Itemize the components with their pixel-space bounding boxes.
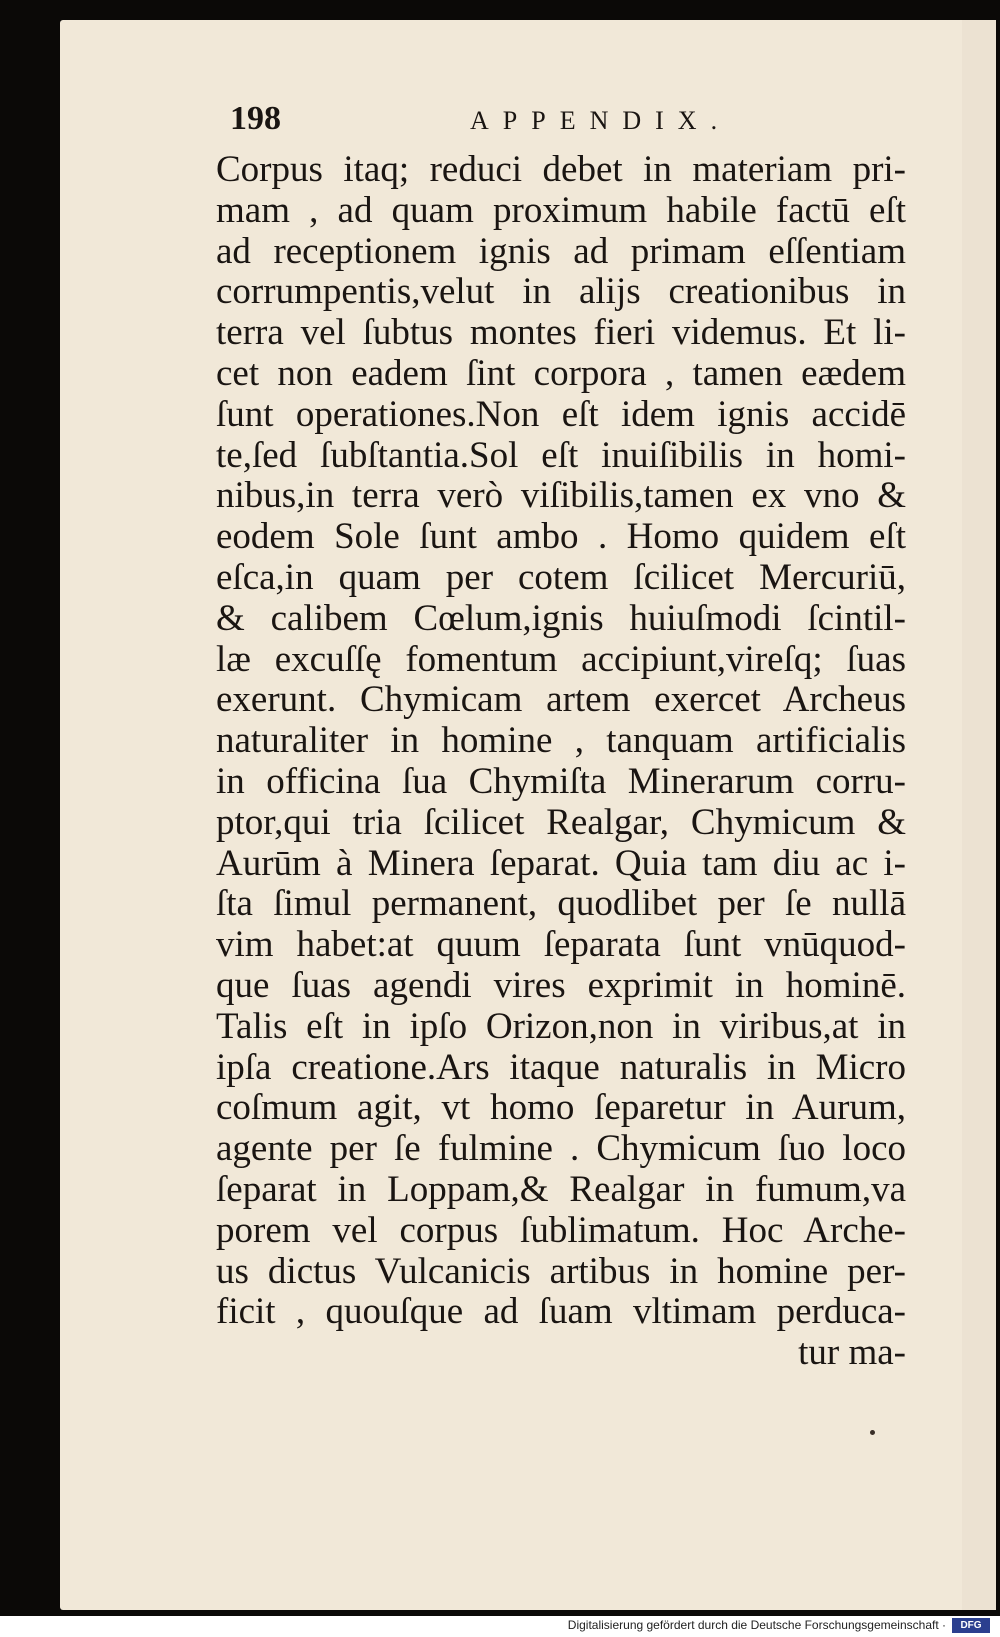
text-line: terra vel ſubtus montes fieri videmus. Et li- xyxy=(216,312,906,354)
text-line: naturaliter in homine , tanquam artificialis xyxy=(216,720,906,762)
page-number: 198 xyxy=(230,100,281,137)
text-line: ptor,qui tria ſcilicet Realgar, Chymicum & xyxy=(216,801,906,843)
text-line: eodem Sole ſunt ambo . Homo quidem eſt xyxy=(216,516,906,558)
text-line: eſca,in quam per cotem ſcilicet Mercuriū, xyxy=(216,556,906,598)
text-line: exerunt. Chymicam artem exercet Archeus xyxy=(216,679,906,721)
text-line: que ſuas agendi vires exprimit in hominē. xyxy=(216,964,906,1006)
text-line: us dictus Vulcanicis artibus in homine per- xyxy=(216,1250,906,1292)
dfg-logo: DFG xyxy=(952,1618,990,1633)
page-edge xyxy=(962,20,996,1610)
text-line: agente per ſe fulmine . Chymicum ſuo loco xyxy=(216,1128,906,1170)
text-line: in officina ſua Chymiſta Minerarum corru- xyxy=(216,760,906,802)
text-line: læ excuſſę fomentum accipiunt,vireſq; ſuas xyxy=(216,638,906,680)
text-line: ſeparat in Loppam,& Realgar in fumum,va xyxy=(216,1168,906,1210)
text-line: & calibem Cœlum,ignis huiuſmodi ſcintil- xyxy=(216,597,906,639)
text-line: ſunt operationes.Non eſt idem ignis accidē xyxy=(216,393,906,435)
text-line: te,ſed ſubſtantia.Sol eſt inuiſibilis in homi- xyxy=(216,434,906,476)
footer-credit: Digitalisierung gefördert durch die Deutsche Forschungsgemeinschaft · xyxy=(567,1618,946,1632)
body-text xyxy=(216,150,906,1374)
footer-bar xyxy=(0,1616,1000,1637)
text-line: porem vel corpus ſublimatum. Hoc Arche- xyxy=(216,1209,906,1251)
text-line: ipſa creatione.Ars itaque naturalis in Micro xyxy=(216,1046,906,1088)
text-line: tur ma- xyxy=(798,1332,906,1374)
text-line: ad receptionem ignis ad primam eſſentiam xyxy=(216,230,906,272)
running-head xyxy=(230,100,920,140)
ink-dot xyxy=(870,1430,875,1435)
running-title: APPENDIX. xyxy=(470,106,732,135)
text-line: nibus,in terra verò viſibilis,tamen ex vno & xyxy=(216,475,906,517)
text-line: Aurūm à Minera ſeparat. Quia tam diu ac i- xyxy=(216,842,906,884)
text-line: Corpus itaq; reduci debet in materiam pri- xyxy=(216,149,906,190)
text-line: mam , ad quam proximum habile factū eſt xyxy=(216,189,906,231)
text-line: cet non eadem ſint corpora , tamen eædem xyxy=(216,352,906,394)
text-line: ficit , quouſque ad ſuam vltimam perduca- xyxy=(216,1291,906,1333)
text-line: ſta ſimul permanent, quodlibet per ſe nullā xyxy=(216,883,906,925)
text-line: corrumpentis,velut in alijs creationibus in xyxy=(216,271,906,313)
text-line: coſmum agit, vt homo ſeparetur in Aurum, xyxy=(216,1087,906,1129)
text-line: vim habet:at quum ſeparata ſunt vnūquod- xyxy=(216,924,906,966)
text-line: Talis eſt in ipſo Orizon,non in viribus,at in xyxy=(216,1005,906,1047)
